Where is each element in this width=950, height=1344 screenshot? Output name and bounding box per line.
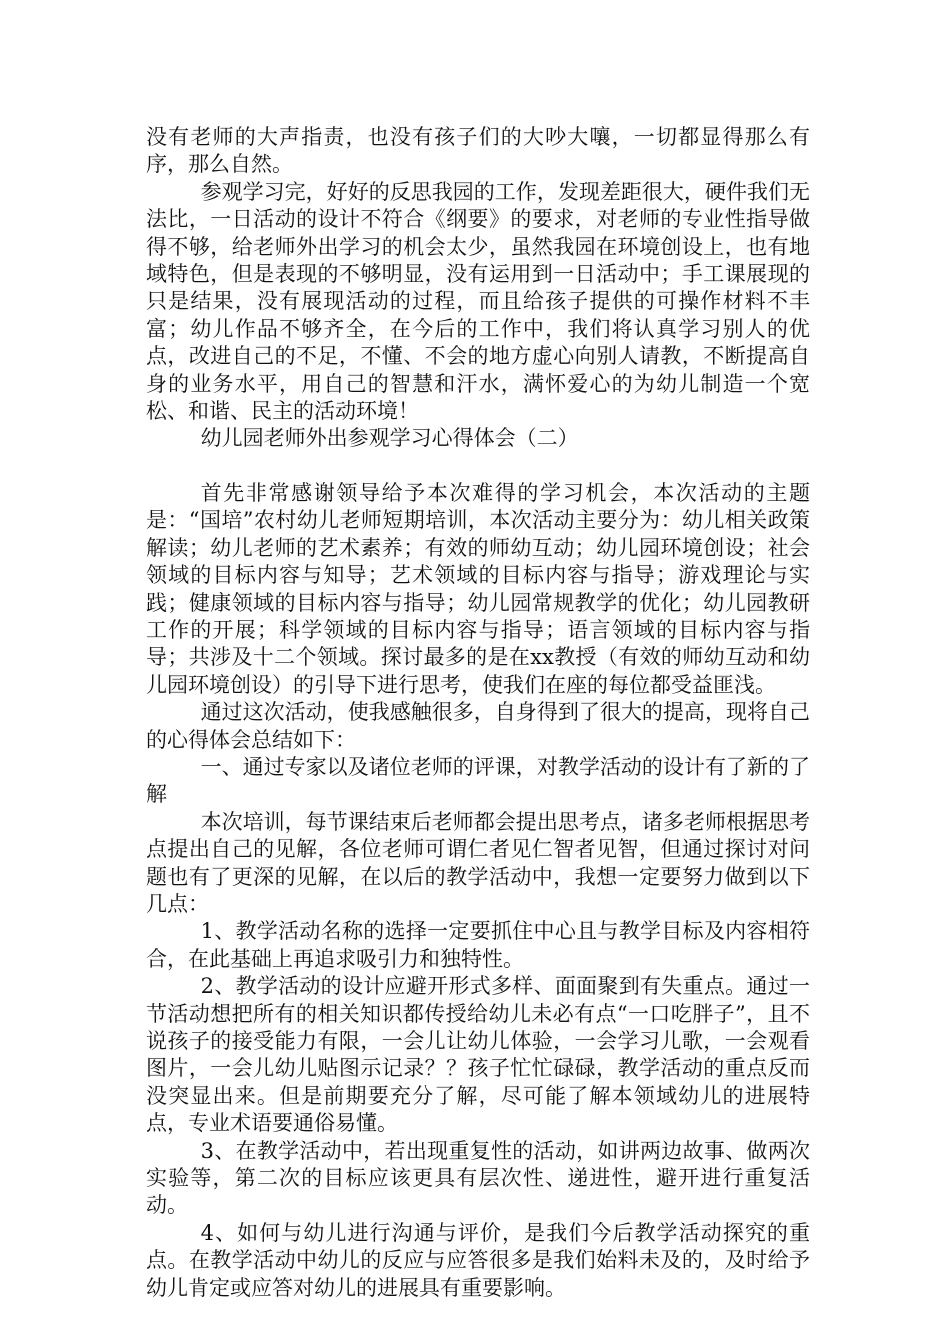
paragraph-training: 本次培训，每节课结束后老师都会提出思考点，诸多老师根据思考点提出自己的见解，各位老师可谓仁者见仁智者见智，但通过探讨对问题也有了更深的见解，在以后的教学活动中，我想一定要努力做到以下几点： <box>146 809 810 916</box>
list-item-1: 1、教学活动名称的选择一定要抓住中心且与教学目标及内容相符合，在此基础上再追求吸引力和独特性。 <box>146 919 810 971</box>
heading-point-one: 一、通过专家以及诸位老师的评课，对教学活动的设计有了新的了解 <box>146 754 810 807</box>
list-item-4: 4、如何与幼儿进行沟通与评价，是我们今后教学活动探究的重点。在教学活动中幼儿的反应与应答很多是我们始料未及的，及时给予幼儿肯定或应答对幼儿的进展具有重要影响。 <box>146 1220 810 1300</box>
section-title: 幼儿园老师外出参观学习心得体会（二） <box>200 426 579 451</box>
paragraph-intro: 首先非常感谢领导给予本次难得的学习机会，本次活动的主题是：“国培”农村幼儿老师短期培训，本次活动主要分为：幼儿相关政策解读；幼儿老师的艺术素养；有效的师幼互动；幼儿园环境创设；社会领域的目标内容与知导；艺术领域的目标内容与指导；游戏理论与实践；健康领域的目标内容与指导；幼儿园常规教学的优化；幼儿园教研工作的开展；科学领域的目标内容与指导；语言领域的目标内容与指导；共涉及十二个领域。探讨最多的是在xx教授（有效的师幼互动和幼儿园环境创设）的引导下进行思考，使我们在座的每位都受益匪浅。 <box>146 480 810 697</box>
list-item-3: 3、在教学活动中，若出现重复性的活动，如讲两边故事、做两次实验等，第二次的目标应该更具有层次性、递进性，避开进行重复活动。 <box>146 1138 810 1218</box>
document-body <box>146 124 810 1302</box>
paragraph-summary-lead: 通过这次活动，使我感触很多，自身得到了很大的提高，现将自己的心得体会总结如下： <box>146 700 810 752</box>
blank-line <box>146 453 810 480</box>
paragraph-continuation: 没有老师的大声指责，也没有孩子们的大吵大嚷，一切都显得那么有序，那么自然。 <box>146 125 810 177</box>
list-item-2: 2、教学活动的设计应避开形式多样、面面聚到有失重点。通过一节活动想把所有的相关知识都传授给幼儿未必有点“一口吃胖子”，且不说孩子的接受能力有限，一会儿让幼儿体验，一会学习儿歌，一会观看图片，一会儿幼儿贴图示记录？？孩子忙忙碌碌，教学活动的重点反而没突显出来。但是前期要充分了解，尽可能了解本领域幼儿的进展特点，专业术语要通俗易懂。 <box>146 974 810 1136</box>
paragraph-reflection: 参观学习完，好好的反思我园的工作，发现差距很大，硬件我们无法比，一日活动的设计不符合《纲要》的要求，对老师的专业性指导做得不够，给老师外出学习的机会太少，虽然我园在环境创设上，也有地域特色，但是表现的不够明显，没有运用到一日活动中；手工课展现的只是结果，没有展现活动的过程，而且给孩子提供的可操作材料不丰富；幼儿作品不够齐全，在今后的工作中，我们将认真学习别人的优点，改进自己的不足，不懂、不会的地方虚心向别人请教，不断提高自身的业务水平，用自己的智慧和汗水，满怀爱心的为幼儿制造一个宽松、和谐、民主的活动环境！ <box>146 179 810 424</box>
